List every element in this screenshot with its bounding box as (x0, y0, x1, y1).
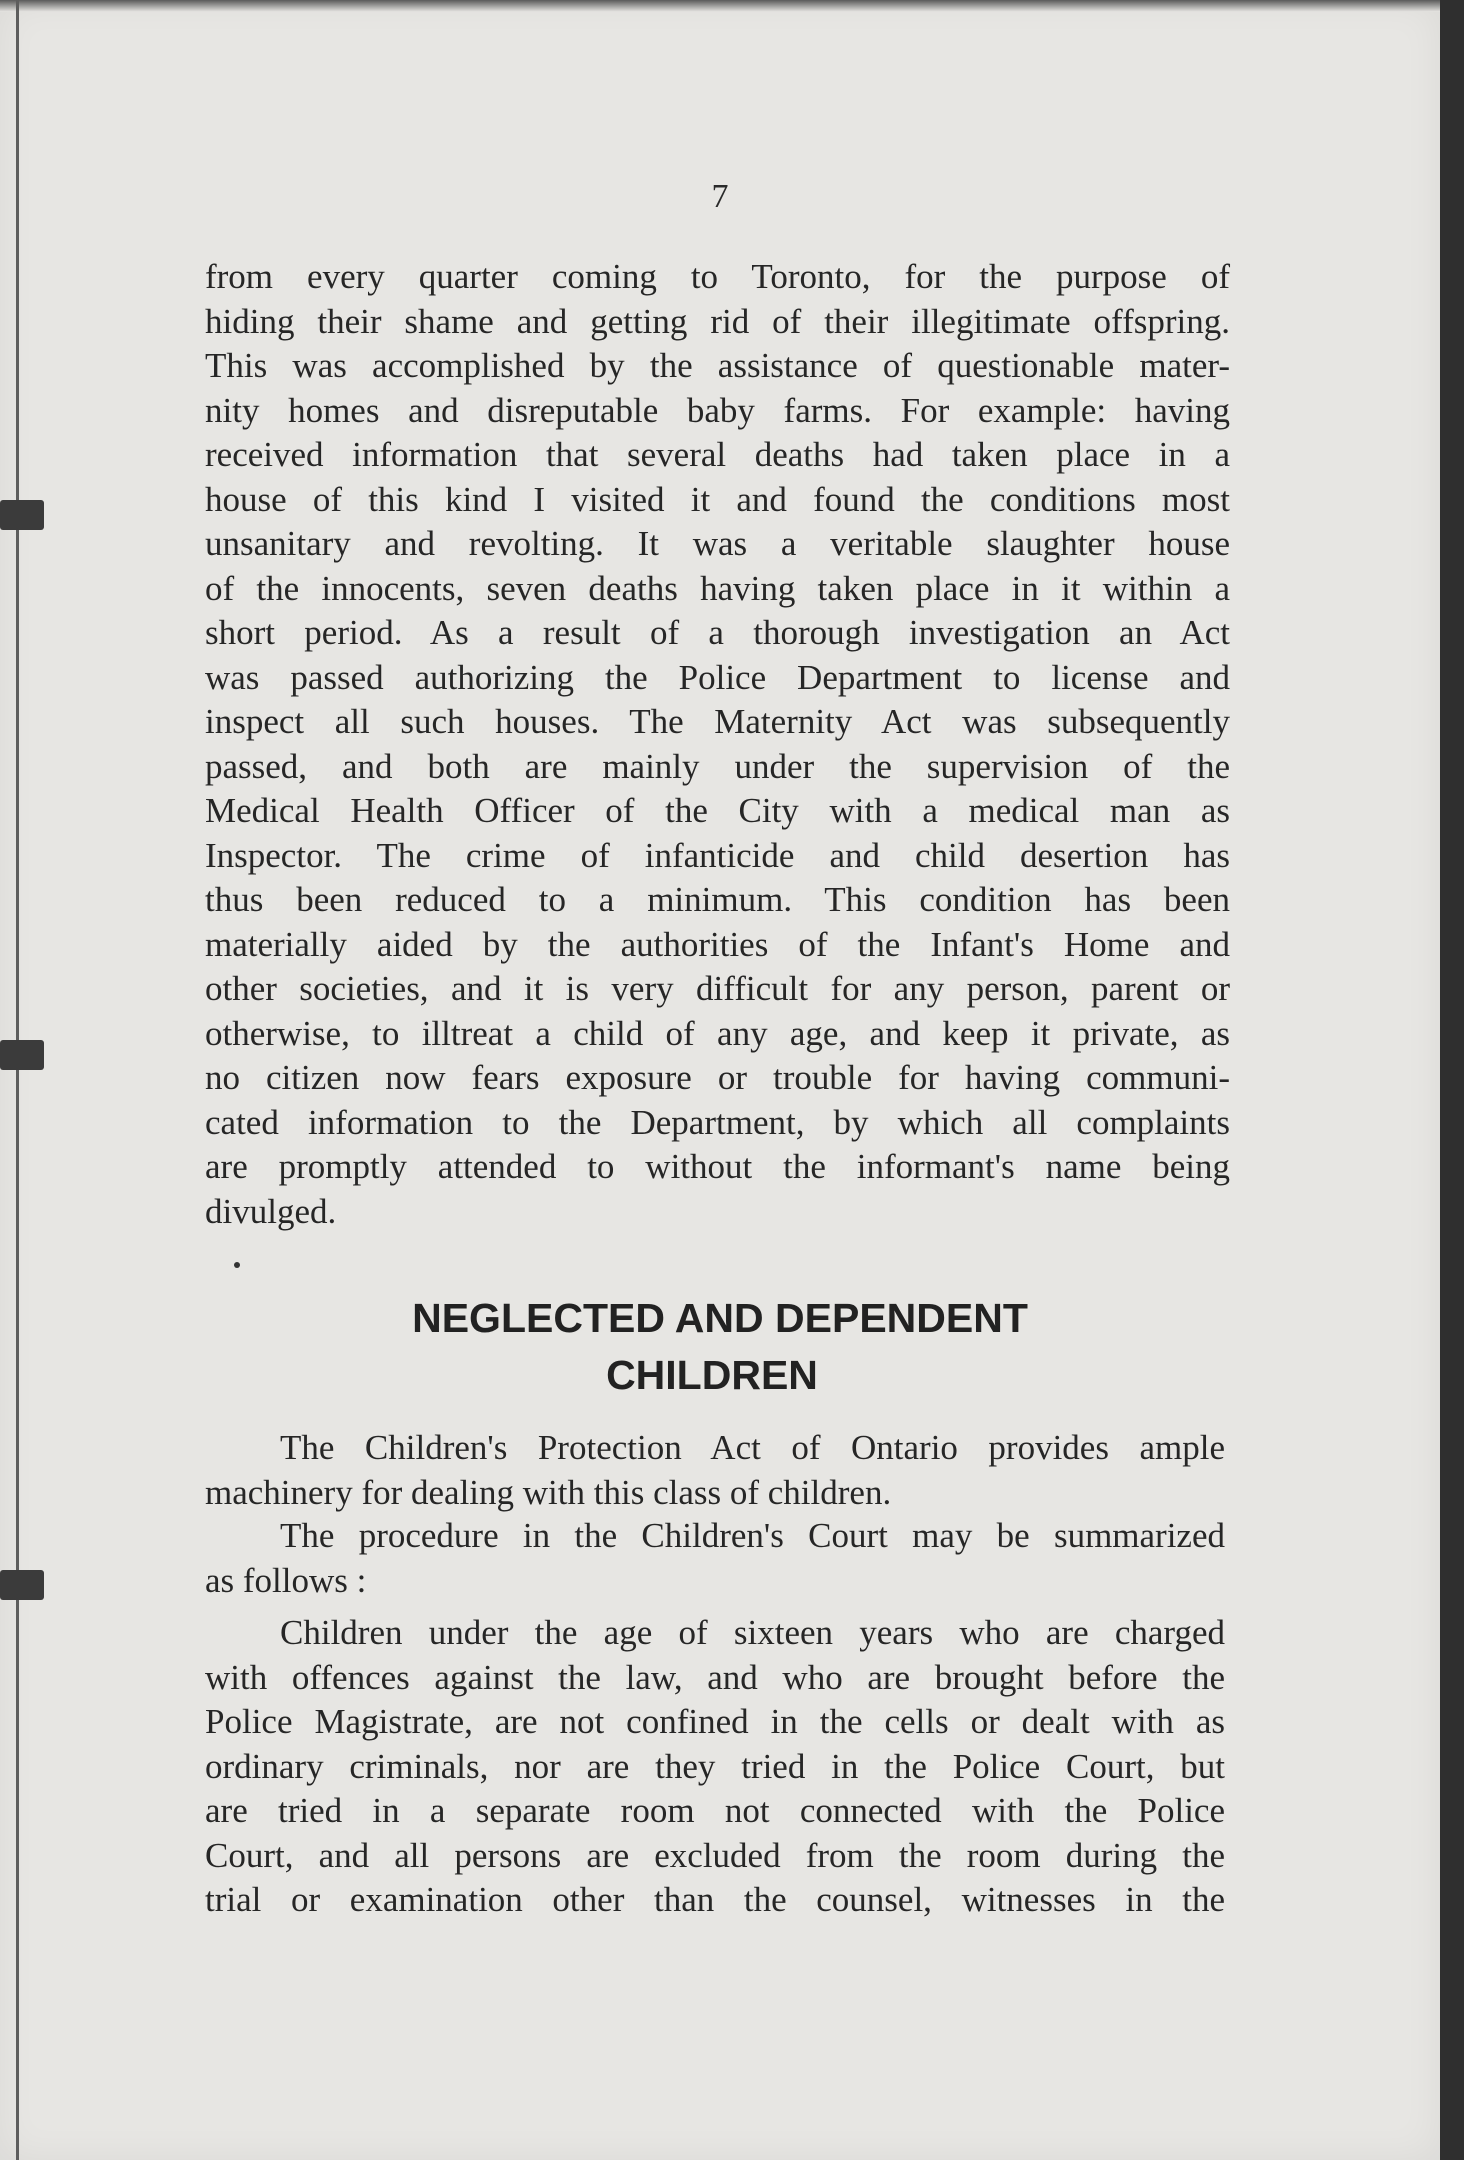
text-line: with offences against the law, and who are brought before the (205, 1657, 1225, 1697)
section-heading-continued: CHILDREN (606, 1352, 818, 1398)
text-line: as follows : (205, 1560, 367, 1600)
binding-staple (0, 500, 44, 530)
paragraph-4 (205, 1611, 1225, 1923)
text-line: Court, and all persons are excluded from the room during the (205, 1835, 1225, 1875)
binding-staple (0, 1040, 44, 1070)
text-line: Inspector. The crime of infanticide and child desertion has (205, 835, 1230, 875)
text-line: Medical Health Officer of the City with a medical man as (205, 791, 1230, 830)
text-line: of the innocents, seven deaths having taken place in it within a (205, 568, 1230, 608)
text-line: ordinary criminals, nor are they tried in the Police Court, but (205, 1746, 1225, 1786)
page-right-edge (1440, 0, 1464, 2160)
text-line: machinery for dealing with this class of children. (205, 1472, 892, 1512)
binding-edge (16, 0, 19, 2160)
text-line: Police Magistrate, are not confined in the cells or dealt with as (205, 1702, 1225, 1741)
text-line: nity homes and disreputable baby farms. For example: having (205, 390, 1230, 430)
text-line: no citizen now fears exposure or trouble for having communi- (205, 1058, 1230, 1097)
text-line: cated information to the Department, by which all complaints (205, 1102, 1230, 1142)
text-line: from every quarter coming to Toronto, for the purpose of (205, 257, 1230, 296)
text-line: otherwise, to illtreat a child of any age, and keep it private, as (205, 1013, 1230, 1053)
page-top-shadow (0, 0, 1440, 12)
paragraph-3 (205, 1514, 1225, 1603)
text-line: are tried in a separate room not connected with the Police (205, 1791, 1225, 1830)
text-line: passed, and both are mainly under the supervision of the (205, 746, 1230, 786)
text-line: unsanitary and revolting. It was a veritable slaughter house (205, 524, 1230, 563)
text-line: received information that several deaths had taken place in a (205, 435, 1230, 474)
text-line: materially aided by the authorities of the Infant's Home and (205, 924, 1230, 964)
binding-staple (0, 1570, 44, 1600)
text-line: The procedure in the Children's Court may be summarized (280, 1516, 1225, 1555)
text-line: are promptly attended to without the informant's name being (205, 1147, 1230, 1186)
text-line: Children under the age of sixteen years who are charged (280, 1613, 1225, 1652)
text-line: other societies, and it is very difficult for any person, parent or (205, 969, 1230, 1008)
text-line: house of this kind I visited it and found the conditions most (205, 479, 1230, 519)
text-line: trial or examination other than the counsel, witnesses in the (205, 1880, 1225, 1919)
page-number: 7 (711, 178, 729, 215)
text-line: was passed authorizing the Police Department to license and (205, 657, 1230, 697)
text-line: divulged. (205, 1191, 337, 1231)
text-line: thus been reduced to a minimum. This condition has been (205, 880, 1230, 919)
text-line: hiding their shame and getting rid of their illegitimate offspring. (205, 301, 1230, 341)
section-heading: NEGLECTED AND DEPENDENT (412, 1295, 1028, 1341)
paragraph-2 (205, 1426, 1225, 1515)
text-line: short period. As a result of a thorough investigation an Act (205, 613, 1230, 652)
ink-speck (234, 1262, 240, 1268)
text-line: inspect all such houses. The Maternity Act was subsequently (205, 702, 1230, 741)
paragraph-1 (205, 255, 1230, 1234)
text-line: The Children's Protection Act of Ontario provides ample (280, 1428, 1225, 1467)
text-line: This was accomplished by the assistance of questionable mater- (205, 346, 1230, 385)
